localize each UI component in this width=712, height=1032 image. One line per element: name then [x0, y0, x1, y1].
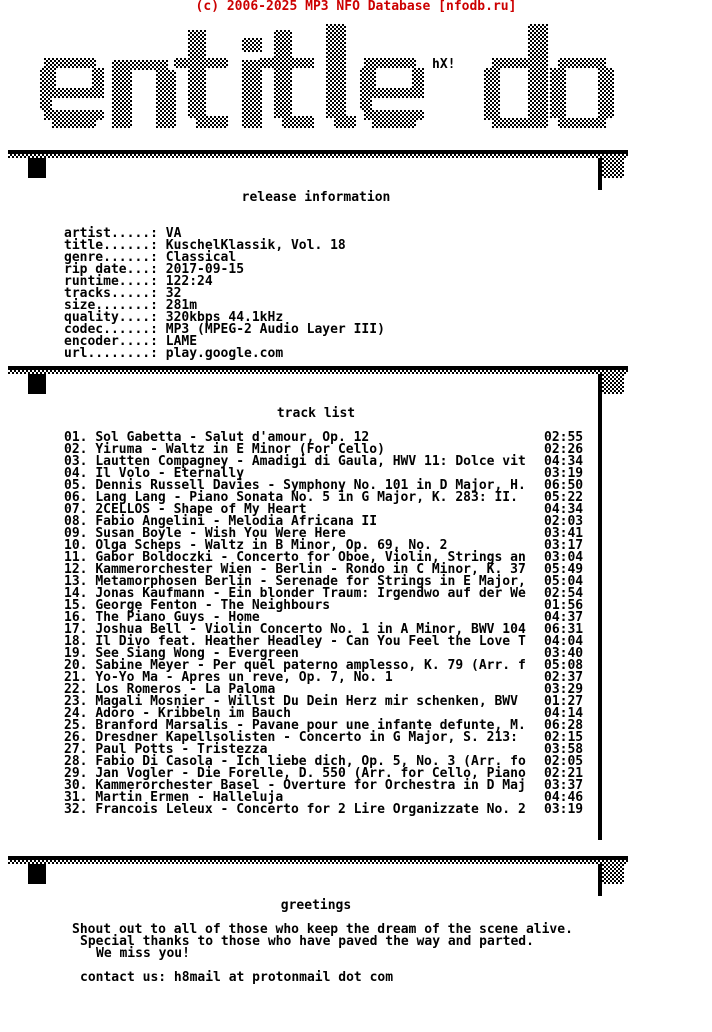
release-info-row	[64, 348, 385, 360]
track-number: 13.	[64, 574, 88, 589]
track-name: Il Divo feat. Heather Headley - Can You Feel the Love T	[95, 634, 526, 649]
section-divider	[0, 366, 712, 406]
greetings-line-2: Special thanks to those who have paved the way and parted.	[80, 934, 534, 949]
track-time: 04:37	[544, 610, 584, 625]
track-name: Il Volo - Eternally	[95, 466, 245, 481]
track-number: 06.	[64, 490, 88, 505]
track-name: Adoro - Kribbeln im Bauch	[95, 706, 291, 721]
track-time: 06:28	[544, 718, 584, 733]
release-info-label: runtime....:	[64, 274, 158, 289]
release-info-title: release information	[241, 190, 391, 205]
track-name: Gabor Boldoczki - Concerto for Oboe, Violin, Strings an	[95, 550, 526, 565]
track-name: Sabine Meyer - Per quel paterno amplesso, K. 79 (Arr. f	[95, 658, 526, 673]
track-name: Magali Mosnier - Willst Du Dein Herz mir schenken, BWV	[95, 694, 518, 709]
track-time: 05:49	[544, 562, 584, 577]
track-number: 07.	[64, 502, 88, 517]
track-name: Lang Lang - Piano Sonata No. 5 in G Major, K. 283: II.	[95, 490, 518, 505]
track-time: 03:29	[544, 682, 584, 697]
track-name: Sol Gabetta - Salut d'amour, Op. 12	[95, 430, 370, 445]
release-info-label: tracks.....:	[64, 286, 158, 301]
release-info-value: KuschelKlassik, Vol. 18	[165, 238, 346, 253]
track-number: 31.	[64, 790, 88, 805]
release-info-value: MP3 (MPEG-2 Audio Layer III)	[165, 322, 385, 337]
track-time: 04:46	[544, 790, 584, 805]
track-name: Olga Scheps - Waltz in B Minor, Op. 69, No. 2	[95, 538, 448, 553]
track-name: Yiruma - Waltz in E Minor (For Cello)	[95, 442, 385, 457]
track-name: The Piano Guys - Home	[95, 610, 260, 625]
track-name: Metamorphosen Berlin - Serenade for Strings in E Major,	[95, 574, 526, 589]
track-time: 04:34	[544, 454, 584, 469]
track-time: 05:04	[544, 574, 584, 589]
track-number: 21.	[64, 670, 88, 685]
track-name: Los Romeros - La Paloma	[95, 682, 276, 697]
track-number: 27.	[64, 742, 88, 757]
release-info-value: 32	[165, 286, 182, 301]
release-info-label: url........:	[64, 346, 158, 361]
track-number: 08.	[64, 514, 88, 529]
track-list-right-bar	[598, 404, 602, 840]
track-name: See Siang Wong - Evergreen	[95, 646, 299, 661]
track-number: 30.	[64, 778, 88, 793]
track-name: Francois Leleux - Concerto for 2 Lire Organizzate No. 2	[95, 802, 526, 817]
track-name: Joshua Bell - Violin Concerto No. 1 in A Minor, BWV 104	[95, 622, 526, 637]
track-time: 02:05	[544, 754, 584, 769]
track-row	[64, 804, 584, 816]
track-time: 02:03	[544, 514, 584, 529]
track-number: 28.	[64, 754, 88, 769]
track-number: 02.	[64, 442, 88, 457]
track-number: 09.	[64, 526, 88, 541]
track-number: 20.	[64, 658, 88, 673]
track-number: 29.	[64, 766, 88, 781]
section-divider	[0, 150, 712, 190]
release-info-value: Classical	[165, 250, 237, 265]
track-time: 03:19	[544, 802, 584, 817]
track-time: 02:26	[544, 442, 584, 457]
track-number: 14.	[64, 586, 88, 601]
track-time: 02:21	[544, 766, 584, 781]
track-name: Jonas Kaufmann - Ein blonder Traum: Irgendwo auf der We	[95, 586, 526, 601]
track-time: 02:54	[544, 586, 584, 601]
track-time: 01:27	[544, 694, 584, 709]
track-time: 03:19	[544, 466, 584, 481]
release-info-value: 281m	[165, 298, 198, 313]
track-time: 04:34	[544, 502, 584, 517]
track-name: Susan Boyle - Wish You Were Here	[95, 526, 346, 541]
release-info-value: 2017-09-15	[165, 262, 245, 277]
track-number: 22.	[64, 682, 88, 697]
section-divider	[0, 856, 712, 896]
track-time: 04:04	[544, 634, 584, 649]
track-time: 03:40	[544, 646, 584, 661]
track-number: 03.	[64, 454, 88, 469]
track-name: Paul Potts - Tristezza	[95, 742, 268, 757]
release-info-value: play.google.com	[165, 346, 284, 361]
track-number: 18.	[64, 634, 88, 649]
track-time: 02:15	[544, 730, 584, 745]
track-name: Martin Ermen - Halleluja	[95, 790, 284, 805]
track-number: 32.	[64, 802, 88, 817]
track-name: Fabio Angelini - Melodia Africana II	[95, 514, 378, 529]
track-number: 15.	[64, 598, 88, 613]
track-name: Dennis Russell Davies - Symphony No. 101 in D Major, H.	[95, 478, 526, 493]
track-number: 05.	[64, 478, 88, 493]
track-number: 19.	[64, 646, 88, 661]
release-info-value: VA	[165, 226, 182, 241]
track-number: 24.	[64, 706, 88, 721]
entitled-logo	[28, 20, 628, 140]
track-name: George Fenton - The Neighbours	[95, 598, 331, 613]
track-list-title: track list	[276, 406, 356, 421]
track-name: Kammerorchester Wien - Berlin - Rondo in C Minor, K. 37	[95, 562, 526, 577]
track-number: 23.	[64, 694, 88, 709]
greetings-title: greetings	[280, 898, 352, 913]
release-info-label: size.......:	[64, 298, 158, 313]
track-number: 04.	[64, 466, 88, 481]
track-name: Fabio Di Casola - Ich liebe dich, Op. 5, No. 3 (Arr. fo	[95, 754, 526, 769]
track-list	[64, 432, 584, 816]
track-number: 17.	[64, 622, 88, 637]
track-time: 01:56	[544, 598, 584, 613]
greetings-line-1: Shout out to all of those who keep the dream of the scene alive.	[72, 922, 573, 937]
release-info-label: artist.....:	[64, 226, 158, 241]
track-number: 26.	[64, 730, 88, 745]
track-name: Branford Marsalis - Pavane pour une infante defunte, M.	[95, 718, 526, 733]
track-time: 03:41	[544, 526, 584, 541]
track-number: 11.	[64, 550, 88, 565]
track-time: 02:37	[544, 670, 584, 685]
track-time: 05:08	[544, 658, 584, 673]
greetings-line-3: We miss you!	[96, 946, 190, 961]
track-time: 05:22	[544, 490, 584, 505]
release-info-label: rip date...:	[64, 262, 158, 277]
track-name: 2CELLOS - Shape of My Heart	[95, 502, 307, 517]
track-time: 06:31	[544, 622, 584, 637]
nfodb-header: (c) 2006-2025 MP3 NFO Database [nfodb.ru]	[195, 0, 517, 14]
track-number: 10.	[64, 538, 88, 553]
track-number: 12.	[64, 562, 88, 577]
release-info-label: quality....:	[64, 310, 158, 325]
track-time: 03:58	[544, 742, 584, 757]
track-name: Kammerorchester Basel - Overture for Orchestra in D Maj	[95, 778, 526, 793]
track-name: Dresdner Kapellsolisten - Concerto in G Major, S. 213:	[95, 730, 518, 745]
track-number: 01.	[64, 430, 88, 445]
track-number: 25.	[64, 718, 88, 733]
track-time: 03:17	[544, 538, 584, 553]
release-info-label: encoder....:	[64, 334, 158, 349]
track-number: 16.	[64, 610, 88, 625]
track-name: Jan Vogler - Die Forelle, D. 550 (Arr. for Cello, Piano	[95, 766, 526, 781]
release-info-value: LAME	[165, 334, 198, 349]
release-info-label: genre......:	[64, 250, 158, 265]
release-info-table	[64, 228, 385, 360]
track-time: 04:14	[544, 706, 584, 721]
release-info-label: codec......:	[64, 322, 158, 337]
track-time: 02:55	[544, 430, 584, 445]
contact-line: contact us: h8mail at protonmail dot com	[80, 970, 394, 985]
track-name: Lautten Compagney - Amadigi di Gaula, HWV 11: Dolce vit	[95, 454, 526, 469]
track-time: 03:37	[544, 778, 584, 793]
track-name: Yo-Yo Ma - Apres un reve, Op. 7, No. 1	[95, 670, 393, 685]
release-info-label: title......:	[64, 238, 158, 253]
group-tag: hX!	[432, 57, 456, 72]
release-info-value: 122:24	[165, 274, 213, 289]
track-time: 06:50	[544, 478, 584, 493]
track-time: 03:04	[544, 550, 584, 565]
release-info-value: 320kbps 44.1kHz	[165, 310, 284, 325]
